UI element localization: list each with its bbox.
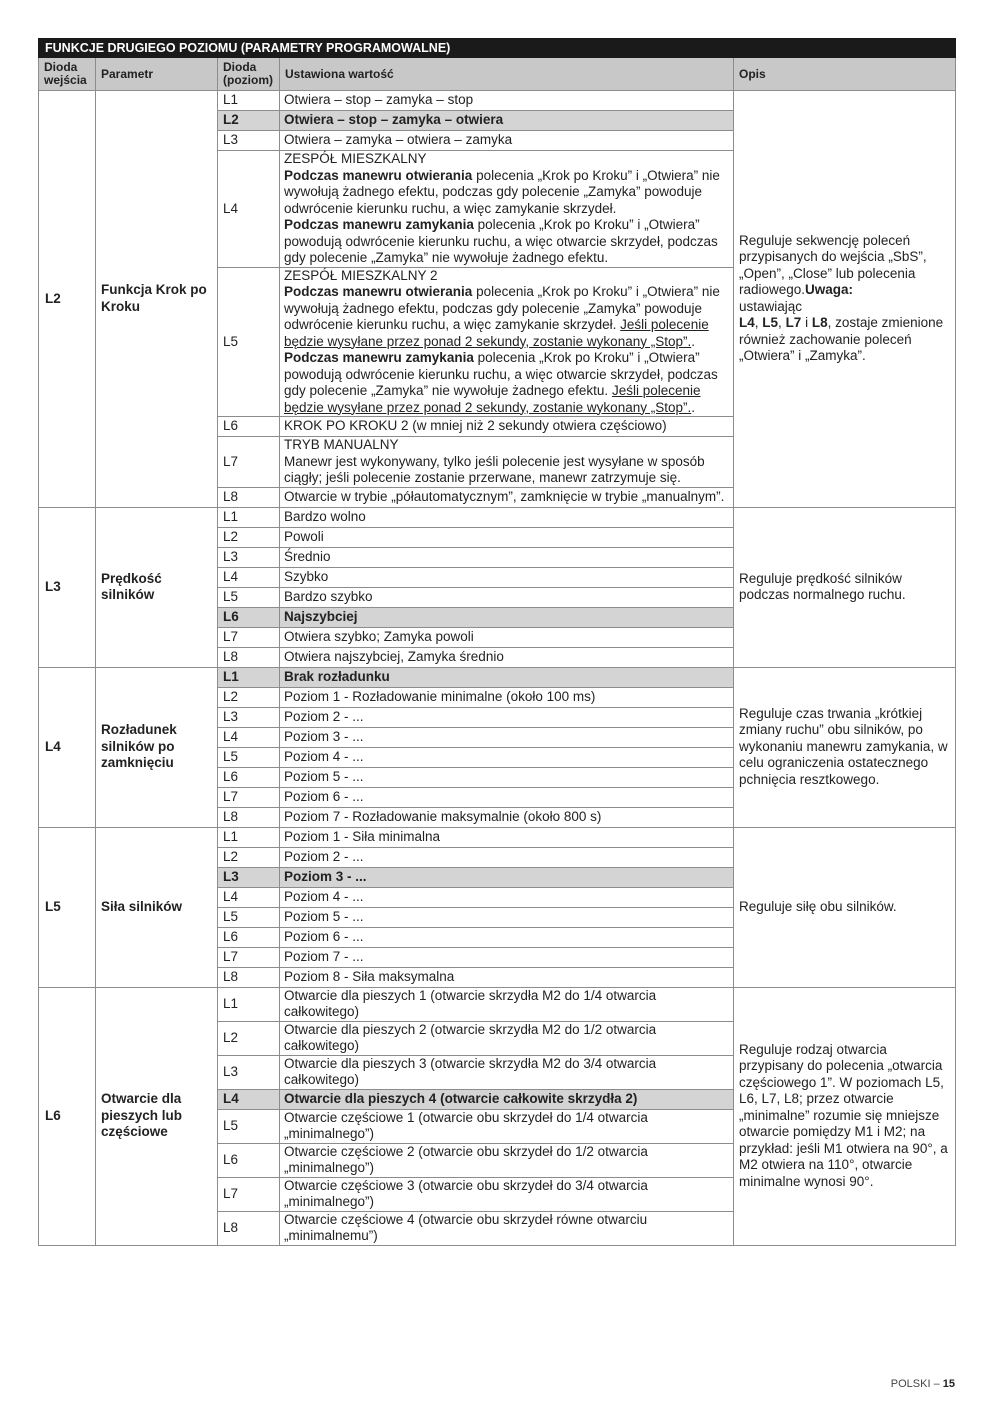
level-led-cell: L2 <box>218 527 280 547</box>
level-led-cell: L7 <box>218 947 280 967</box>
value-cell <box>280 607 734 627</box>
level-led-cell: L1 <box>218 987 280 1021</box>
level-led-cell: L4 <box>218 887 280 907</box>
text-run: Podczas manewru otwierania <box>284 284 473 299</box>
table-title: FUNKCJE DRUGIEGO POZIOMU (PARAMETRY PROGRAMOWALNE) <box>39 39 956 58</box>
level-led-cell: L5 <box>218 1109 280 1143</box>
text-run: Podczas manewru zamykania <box>284 350 474 365</box>
text-run: L8 <box>811 315 828 331</box>
level-led-cell: L6 <box>218 1143 280 1177</box>
text-run: Manewr jest wykonywany, tylko jeśli polecenie jest wysyłane w sposób ciągły; jeśli polecenie zostanie przerwane, manewr zatrzymuje się. <box>284 453 705 485</box>
footer-page-number: 15 <box>942 1378 955 1390</box>
text-run: Reguluje sekwencję poleceń przypisanych do wejścia „SbS”, „Open”, „Close” lub polecenia radiowego. <box>739 232 927 298</box>
text-run: Brak rozładunku <box>284 668 390 684</box>
level-led-cell: L4 <box>218 727 280 747</box>
value-cell <box>280 1089 734 1109</box>
description-cell <box>734 827 956 987</box>
text-run: KROK PO KROKU 2 (w mniej niż 2 sekundy otwiera częściowo) <box>284 418 667 434</box>
header-level-led: Dioda (poziom) <box>218 58 280 91</box>
description-cell <box>734 91 956 508</box>
text-run: polecenia „Krok po Kroku” i „Otwiera” powodują odwrócenie kierunku ruchu, a więc otwarcie skrzydeł, podczas gdy polecenie „Zamyka” nie wywołuje żadnego efektu. <box>284 217 718 265</box>
value-cell <box>280 567 734 587</box>
value-cell <box>280 527 734 547</box>
value-cell <box>280 907 734 927</box>
level-led-cell: L4 <box>218 151 280 268</box>
level-led-cell: L7 <box>218 627 280 647</box>
text-run: Uwaga: <box>805 282 854 298</box>
text-run: Poziom 5 - ... <box>284 768 364 784</box>
value-cell <box>280 267 734 417</box>
value-cell <box>280 967 734 987</box>
text-run: Poziom 1 - Siła minimalna <box>284 828 441 844</box>
level-led-cell: L7 <box>218 437 280 488</box>
parameter-name-cell: Siła silników <box>96 827 218 987</box>
level-led-cell: L4 <box>218 567 280 587</box>
level-led-cell: L3 <box>218 131 280 151</box>
level-led-cell: L5 <box>218 587 280 607</box>
table-body <box>39 91 956 1246</box>
text-run: Otwarcie częściowe 3 (otwarcie obu skrzydeł do 3/4 otwarcia „minimalnego”) <box>284 1177 648 1209</box>
text-run: Jeśli polecenie będzie wysyłane przez ponad 2 sekundy, zostanie wykonany „Stop”. <box>284 383 701 415</box>
level-led-cell: L4 <box>218 1089 280 1109</box>
text-run: Poziom 3 - ... <box>284 868 367 884</box>
value-cell <box>280 687 734 707</box>
text-run: . <box>691 333 695 349</box>
text-run: TRYB MANUALNY <box>284 437 399 452</box>
text-run: Reguluje prędkość silników podczas normalnego ruchu. <box>739 570 906 602</box>
table-title-row <box>39 39 956 58</box>
header-description: Opis <box>734 58 956 91</box>
value-cell <box>280 1055 734 1089</box>
value-cell <box>280 437 734 488</box>
text-run: Reguluje rodzaj otwarcia przypisany do polecenia „otwarcia częściowego 1”. W poziomach L5, L6, L7, L8; przez otwarcie „minimalne” rozumie się mniejsze otwarcie pomiędzy M1 i M2; na przykład: jeśli M1 otwiera na 90°, a M2 otwiera na 110°, otwarcie minimalne wynosi 90°. <box>739 1041 948 1189</box>
value-cell <box>280 417 734 437</box>
value-cell <box>280 927 734 947</box>
value-cell <box>280 131 734 151</box>
level-led-cell: L3 <box>218 547 280 567</box>
text-run: Otwarcie częściowe 2 (otwarcie obu skrzydeł do 1/2 otwarcia „minimalnego”) <box>284 1143 648 1175</box>
text-run: Poziom 6 - ... <box>284 788 364 804</box>
table-header-row <box>39 58 956 91</box>
text-run: Poziom 7 - ... <box>284 948 364 964</box>
value-cell <box>280 111 734 131</box>
value-cell <box>280 707 734 727</box>
value-cell <box>280 987 734 1021</box>
text-run: Poziom 4 - ... <box>284 748 364 764</box>
value-cell <box>280 887 734 907</box>
value-cell <box>280 1211 734 1245</box>
level-led-cell: L5 <box>218 747 280 767</box>
input-led-cell: L3 <box>39 507 96 667</box>
level-led-cell: L3 <box>218 707 280 727</box>
text-run: Poziom 7 - Rozładowanie maksymalnie (około 800 s) <box>284 808 602 824</box>
text-run: Otwarcie dla pieszych 3 (otwarcie skrzydła M2 do 3/4 otwarcia całkowitego) <box>284 1055 657 1087</box>
description-cell <box>734 667 956 827</box>
text-run: Otwiera szybko; Zamyka powoli <box>284 628 474 644</box>
value-cell <box>280 1021 734 1055</box>
level-led-cell: L2 <box>218 847 280 867</box>
level-led-cell: L1 <box>218 827 280 847</box>
table-row <box>39 507 956 527</box>
level-led-cell: L2 <box>218 687 280 707</box>
value-cell <box>280 867 734 887</box>
parameter-name-cell: Funkcja Krok po Kroku <box>96 91 218 508</box>
level-led-cell: L2 <box>218 111 280 131</box>
value-cell <box>280 1109 734 1143</box>
text-run: Poziom 2 - ... <box>284 708 364 724</box>
text-run: i <box>801 315 812 331</box>
text-run: Otwarcie dla pieszych 1 (otwarcie skrzydła M2 do 1/4 otwarcia całkowitego) <box>284 987 657 1019</box>
text-run: Poziom 6 - ... <box>284 928 364 944</box>
table-row <box>39 667 956 687</box>
value-cell <box>280 727 734 747</box>
parameter-name-cell: Prędkość silników <box>96 507 218 667</box>
value-cell <box>280 767 734 787</box>
value-cell <box>280 947 734 967</box>
text-run: Otwiera najszybciej, Zamyka średnio <box>284 648 504 664</box>
level-led-cell: L1 <box>218 507 280 527</box>
level-led-cell: L6 <box>218 927 280 947</box>
value-cell <box>280 487 734 507</box>
level-led-cell: L5 <box>218 267 280 417</box>
value-cell <box>280 787 734 807</box>
page-footer <box>891 1378 955 1390</box>
text-run: , <box>754 315 763 331</box>
level-led-cell: L8 <box>218 487 280 507</box>
text-run: Podczas manewru otwierania <box>284 167 473 183</box>
text-run: polecenia „Krok po Kroku” i „Otwiera” powodują odwrócenie kierunku ruchu, a więc otwarcie skrzydeł, podczas gdy polecenie „Zamyka” nie wywołuje żadnego efektu. <box>284 350 718 398</box>
level-led-cell: L3 <box>218 1055 280 1089</box>
value-cell <box>280 1143 734 1177</box>
text-run: Poziom 1 - Rozładowanie minimalne (około 100 ms) <box>284 688 596 704</box>
level-led-cell: L8 <box>218 967 280 987</box>
text-run: Otwarcie w trybie „półautomatycznym”, zamknięcie w trybie „manualnym”. <box>284 488 725 504</box>
text-run: Otwiera – stop – zamyka – otwiera <box>284 112 504 128</box>
text-run: Poziom 4 - ... <box>284 888 364 904</box>
text-run: ustawiając <box>739 298 803 314</box>
text-run: Bardzo wolno <box>284 508 366 524</box>
header-input-led: Dioda wejścia <box>39 58 96 91</box>
value-cell <box>280 1177 734 1211</box>
text-run: Poziom 5 - ... <box>284 908 364 924</box>
value-cell <box>280 547 734 567</box>
text-run: ZESPÓŁ MIESZKALNY 2 <box>284 267 438 283</box>
level-led-cell: L8 <box>218 1211 280 1245</box>
text-run: Poziom 8 - Siła maksymalna <box>284 968 455 984</box>
text-run: Otwiera – zamyka – otwiera – zamyka <box>284 132 513 148</box>
text-run: Bardzo szybko <box>284 588 373 604</box>
level-led-cell: L6 <box>218 767 280 787</box>
value-cell <box>280 507 734 527</box>
value-cell <box>280 587 734 607</box>
input-led-cell: L5 <box>39 827 96 987</box>
text-run: Średnio <box>284 548 331 564</box>
parameters-table-container <box>38 38 955 1246</box>
header-value: Ustawiona wartość <box>280 58 734 91</box>
parameter-name-cell: Otwarcie dla pieszych lub częściowe <box>96 987 218 1245</box>
value-cell <box>280 847 734 867</box>
text-run: . <box>691 399 695 415</box>
level-led-cell: L6 <box>218 607 280 627</box>
text-run: L7 <box>785 315 802 331</box>
text-run: Poziom 3 - ... <box>284 728 364 744</box>
text-run: Jeśli polecenie będzie wysyłane przez ponad 2 sekundy, zostanie wykonany „Stop”. <box>284 317 709 349</box>
table-row <box>39 91 956 111</box>
table-row <box>39 987 956 1021</box>
level-led-cell: L3 <box>218 867 280 887</box>
level-led-cell: L2 <box>218 1021 280 1055</box>
text-run: Powoli <box>284 528 324 544</box>
value-cell <box>280 807 734 827</box>
level-led-cell: L8 <box>218 647 280 667</box>
input-led-cell: L6 <box>39 987 96 1245</box>
footer-language: POLSKI – <box>890 1378 940 1390</box>
level-led-cell: L6 <box>218 417 280 437</box>
value-cell <box>280 647 734 667</box>
level-led-cell: L7 <box>218 1177 280 1211</box>
input-led-cell: L2 <box>39 91 96 508</box>
text-run: ZESPÓŁ MIESZKALNY <box>284 151 427 166</box>
level-led-cell: L8 <box>218 807 280 827</box>
text-run: L4 <box>739 315 755 331</box>
description-cell <box>734 507 956 667</box>
text-run: polecenia „Krok po Kroku” i „Otwiera” nie wywołują żadnego efektu, podczas gdy polecenie „Zamyka” powoduje odwrócenie kierunku ruchu, a więc zamykanie skrzydeł. <box>284 167 720 216</box>
level-led-cell: L1 <box>218 91 280 111</box>
text-run: Otwarcie częściowe 4 (otwarcie obu skrzydeł równe otwarciu „minimalnemu”) <box>284 1211 648 1243</box>
text-run: Otwiera – stop – zamyka – stop <box>284 92 474 108</box>
text-run: Podczas manewru zamykania <box>284 217 474 232</box>
value-cell <box>280 747 734 767</box>
text-run: Reguluje czas trwania „krótkiej zmiany ruchu” obu silników, po wykonaniu manewru zamykania, w celu ograniczenia ostatecznego pchnięcia resztkowego. <box>739 705 948 787</box>
text-run: Otwarcie dla pieszych 4 (otwarcie całkowite skrzydła 2) <box>284 1090 638 1106</box>
value-cell <box>280 827 734 847</box>
text-run: Otwarcie dla pieszych 2 (otwarcie skrzydła M2 do 1/2 otwarcia całkowitego) <box>284 1021 657 1053</box>
level-led-cell: L5 <box>218 907 280 927</box>
input-led-cell: L4 <box>39 667 96 827</box>
text-run: , zostaje zmienione również zachowanie poleceń „Otwiera” i „Zamyka”. <box>739 315 944 364</box>
text-run: polecenia „Krok po Kroku” i „Otwiera” nie wywołują żadnego efektu, podczas gdy polecenie „Zamyka” powoduje odwrócenie kierunku ruchu, a więc zamykanie skrzydeł. <box>284 284 720 332</box>
text-run: , <box>778 315 786 331</box>
text-run: L5 <box>762 315 779 331</box>
text-run: Najszybciej <box>284 608 358 624</box>
text-run: Otwarcie częściowe 1 (otwarcie obu skrzydeł do 1/4 otwarcia „minimalnego”) <box>284 1109 648 1141</box>
text-run: Szybko <box>284 568 329 584</box>
header-parameter: Parametr <box>96 58 218 91</box>
parameters-table <box>38 38 956 1246</box>
level-led-cell: L7 <box>218 787 280 807</box>
value-cell <box>280 151 734 268</box>
value-cell <box>280 91 734 111</box>
parameter-name-cell: Rozładunek silników po zamknięciu <box>96 667 218 827</box>
level-led-cell: L1 <box>218 667 280 687</box>
table-row <box>39 827 956 847</box>
text-run: Reguluje siłę obu silników. <box>739 898 897 914</box>
description-cell <box>734 987 956 1245</box>
value-cell <box>280 627 734 647</box>
value-cell <box>280 667 734 687</box>
text-run: Poziom 2 - ... <box>284 848 364 864</box>
